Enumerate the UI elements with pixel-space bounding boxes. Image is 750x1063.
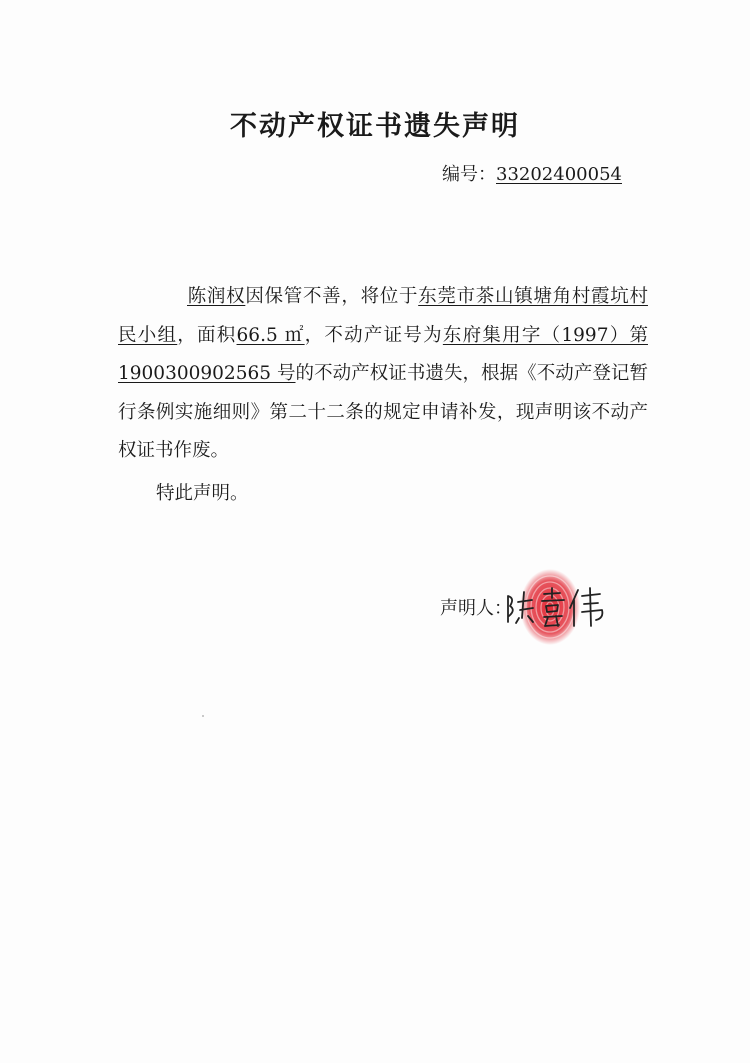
handwritten-date [408,664,608,708]
declarant-label: 声明人： [440,598,512,619]
signature-block [500,560,620,655]
certificate-number-line [442,160,622,186]
page-title: 不动产权证书遗失声明 [230,111,520,142]
signature-graphic [500,560,620,655]
date-day-unit: 日 [580,678,598,699]
date-day: 31 [554,675,580,699]
property-area: 66.5 ㎡ [236,324,305,346]
date-month: 5 [510,674,526,702]
paragraph-text-4: 的不动产权证书遗失，根据《不动产登记暂行条例实施细则》第二十二条的规定申请补发，现声明该不动产权证书作废。 [118,363,648,461]
scan-speck [202,715,204,717]
property-location: 东莞市茶山镇塘角村霞坑村民小组 [118,286,648,346]
owner-name: 陈润权 [187,286,246,307]
paragraph-text-3: ，不动产证号为 [304,324,443,346]
certificate-number: 东府集用字（1997）第 1900300902565 号 [118,324,648,384]
closing-statement: 特此声明。 [156,483,249,504]
date-year-unit: 年 [470,678,488,699]
date-month-unit: 月 [532,678,550,699]
number-label: 编号： [442,164,496,185]
paragraph-text-1: 因保管不善，将位于 [245,286,419,307]
date-year: 2024 [412,675,463,699]
paragraph-text-2: ，面积 [177,324,237,346]
date-graphic [408,664,608,708]
statement-paragraph [118,278,648,471]
number-value: 33202400054 [496,164,622,185]
